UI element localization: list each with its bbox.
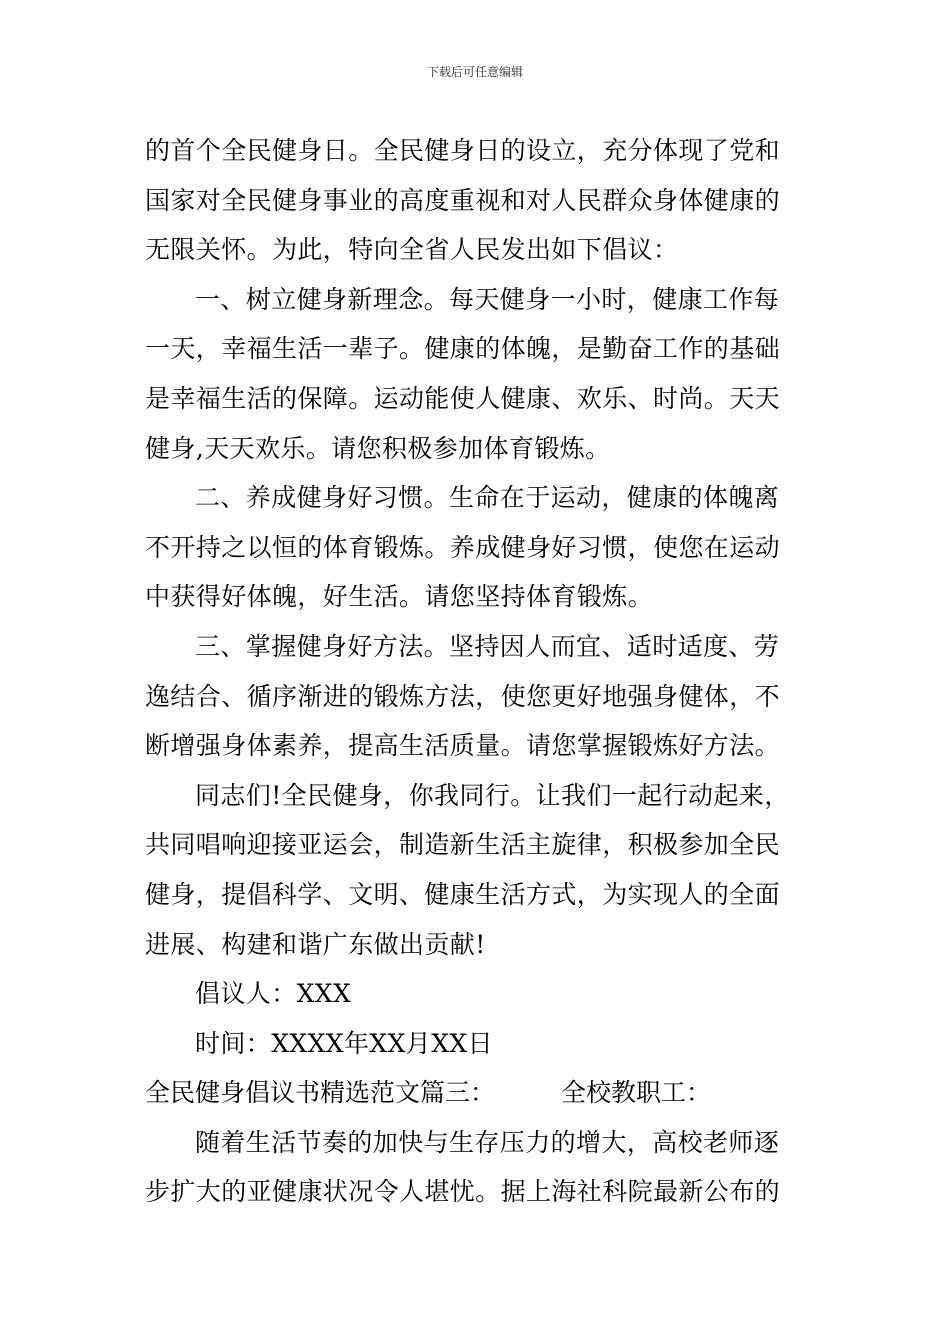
- text-line: 时间：XXXX年XX月XX日: [195, 1028, 493, 1058]
- text-line: 同志们!全民健身，你我同行。让我们一起行动起来，: [195, 780, 790, 810]
- text-line: 断增强身体素养，提高生活质量。请您掌握锻炼好方法。: [145, 731, 781, 761]
- body-text-block: [145, 126, 807, 1068]
- text-line: 健身，提倡科学、文明、健康生活方式，为实现人的全面: [145, 879, 781, 909]
- text-line: 中获得好体魄，好生活。请您坚持体育锻炼。: [145, 582, 654, 612]
- text-line: 是幸福生活的保障。运动能使人健康、欢乐、时尚。天天: [145, 383, 781, 413]
- document-body: [145, 126, 807, 1217]
- text-line: 进展、构建和谐广东做出贡献!: [145, 929, 486, 959]
- text-line: 步扩大的亚健康状况令人堪忧。据上海社科院最新公布的: [145, 1177, 781, 1207]
- section-recipient: 全校教职工：: [561, 1078, 712, 1108]
- section-heading: [145, 1068, 807, 1118]
- page-header: 下载后可任意编辑: [426, 65, 523, 79]
- text-line: 逸结合、循序渐进的锻炼方法，使您更好地强身健体，不: [145, 681, 781, 711]
- section-title: 全民健身倡议书精选范文篇三：: [145, 1078, 496, 1108]
- text-line: 无限关怀。为此，特向全省人民发出如下倡议：: [145, 235, 679, 265]
- text-line: 共同唱响迎接亚运会，制造新生活主旋律，积极参加全民: [145, 830, 781, 860]
- text-line: 二、养成健身好习惯。生命在于运动，健康的体魄离: [195, 483, 780, 513]
- text-line: 倡议人：XXX: [195, 979, 352, 1009]
- text-line: 一、树立健身新理念。每天健身一小时，健康工作每: [195, 284, 780, 314]
- text-line: 三、掌握健身好方法。坚持因人而宜、适时适度、劳: [195, 631, 780, 661]
- text-line: 一天，幸福生活一辈子。健康的体魄，是勤奋工作的基础: [145, 334, 781, 364]
- text-line: 国家对全民健身事业的高度重视和对人民群众身体健康的: [145, 185, 781, 215]
- text-line: 随着生活节奏的加快与生存压力的增大，高校老师逐: [195, 1127, 780, 1157]
- text-line: 健身,天天欢乐。请您积极参加体育锻炼。: [145, 433, 611, 463]
- body-text-block-continued: [145, 1118, 807, 1217]
- text-line: 的首个全民健身日。全民健身日的设立，充分体现了党和: [145, 136, 781, 165]
- text-line: 不开持之以恒的体育锻炼。养成健身好习惯，使您在运动: [145, 532, 781, 562]
